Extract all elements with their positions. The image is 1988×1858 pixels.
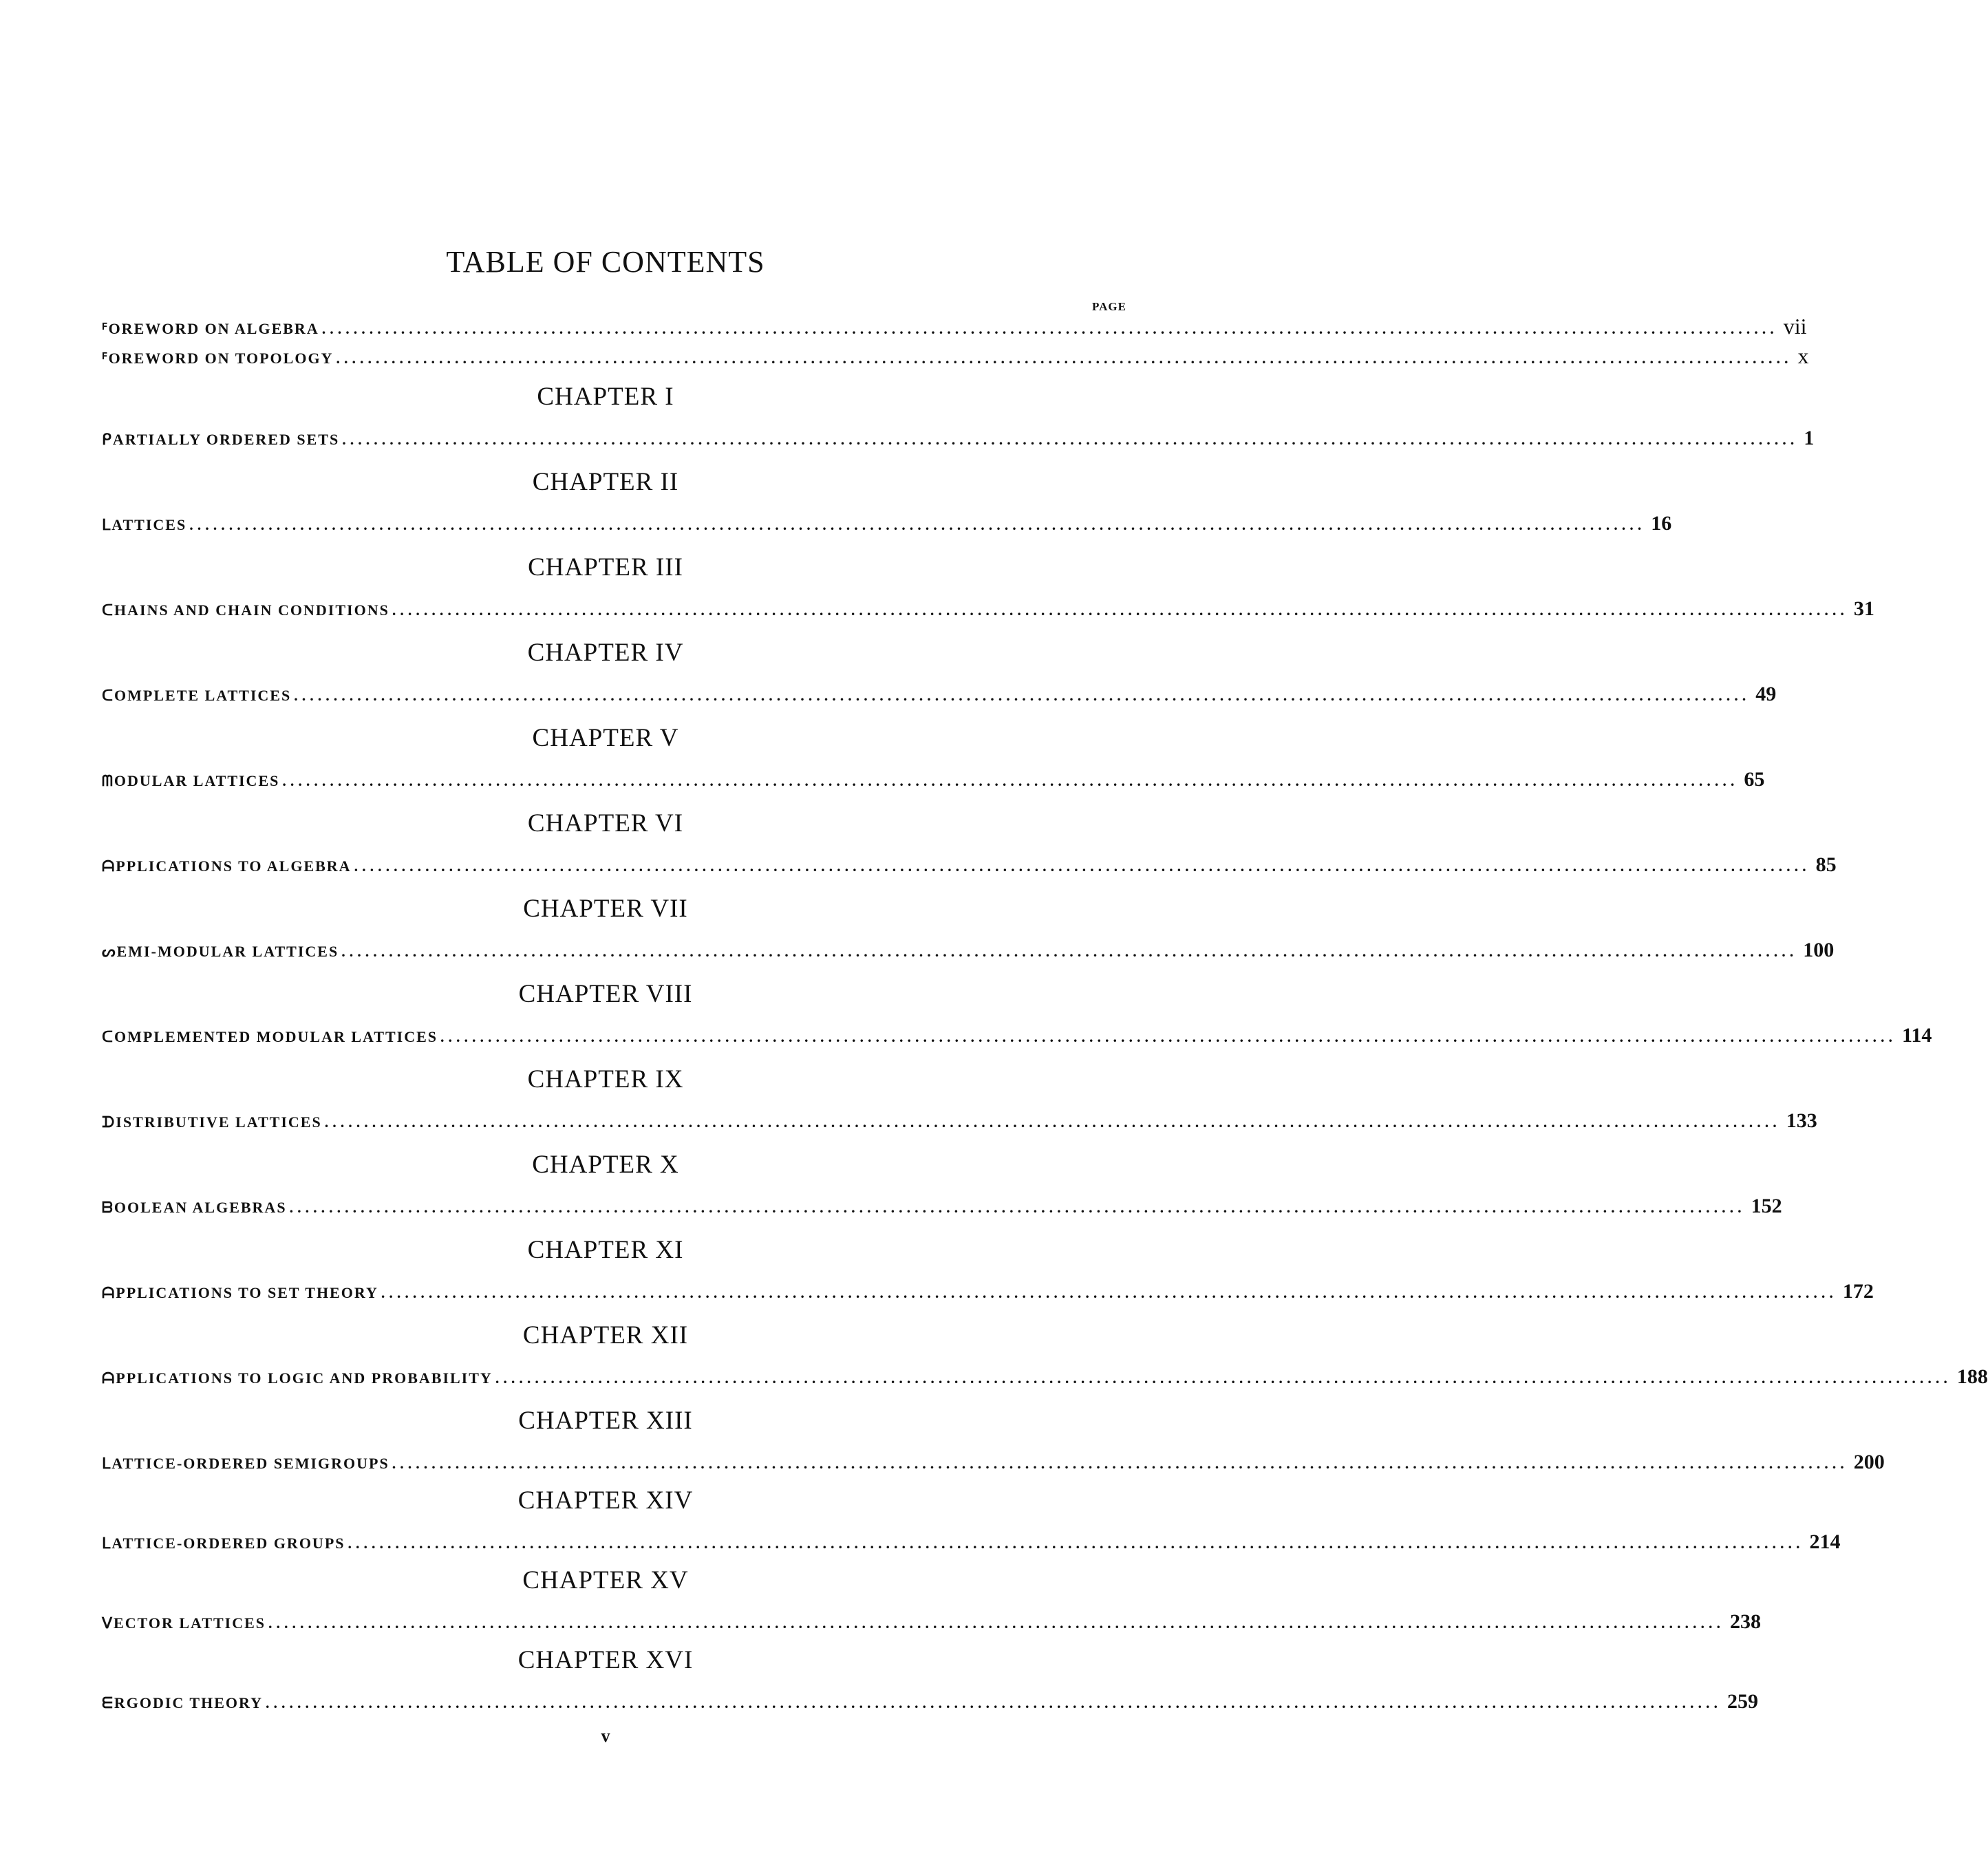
chapter-heading-13: CHAPTER XIII xyxy=(518,1407,693,1435)
toc-entry-page: 133 xyxy=(1786,1109,1817,1132)
toc-entry-chapter-6[interactable] xyxy=(102,853,1837,877)
toc-entry-label: ꟳOREWORD ON ALGEBRA xyxy=(102,320,319,337)
toc-entry-page: 65 xyxy=(1744,768,1765,791)
toc-entry-chapter-8[interactable] xyxy=(102,1024,1932,1047)
chapter-heading-12: CHAPTER XII xyxy=(522,1321,689,1349)
chapter-heading-9: CHAPTER IX xyxy=(527,1065,684,1093)
chapter-heading-1: CHAPTER I xyxy=(537,383,674,411)
leader-dots: ........................................................................................................................................................................................ xyxy=(282,772,1739,789)
toc-entry-page: 100 xyxy=(1803,939,1835,961)
toc-entry-chapter-11[interactable] xyxy=(102,1280,1874,1303)
toc-entry-chapter-4[interactable] xyxy=(102,683,1777,706)
toc-entry-chapter-7[interactable] xyxy=(102,939,1835,962)
toc-entry-chapter-9[interactable] xyxy=(102,1109,1817,1133)
toc-entry-page: 259 xyxy=(1727,1690,1759,1713)
toc-entry-chapter-10[interactable] xyxy=(102,1195,1782,1218)
toc-entry-page: vii xyxy=(1783,314,1807,339)
toc-entry-chapter-15[interactable] xyxy=(102,1610,1762,1634)
chapter-heading-6: CHAPTER VI xyxy=(527,809,684,837)
page-folio: v xyxy=(601,1726,610,1746)
toc-entry-label: ᗷOOLEAN ALGEBRAS xyxy=(102,1199,287,1216)
toc-entry-label: ᑕOMPLETE LATTICES xyxy=(102,687,292,704)
toc-entry-chapter-14[interactable] xyxy=(102,1530,1841,1554)
toc-entry-label: ᗴRGODIC THEORY xyxy=(102,1694,264,1711)
leader-dots: ........................................................................................................................................................................................ xyxy=(381,1284,1837,1301)
chapter-heading-16: CHAPTER XVI xyxy=(517,1646,694,1674)
toc-entry-label: ᑕHAINS AND CHAIN CONDITIONS xyxy=(102,601,389,619)
toc-entry-label: ᗩPPLICATIONS TO LOGIC AND PROBABILITY xyxy=(102,1369,493,1387)
toc-entry-page: 16 xyxy=(1651,512,1672,535)
toc-entry-chapter-12[interactable] xyxy=(102,1365,1988,1389)
page-column-label: PAGE xyxy=(1092,300,1126,313)
toc-entry-label: ᒪATTICES xyxy=(102,516,187,533)
toc-entry-page: 49 xyxy=(1755,683,1777,705)
toc-entry-page: 200 xyxy=(1853,1451,1885,1473)
toc-entry-chapter-13[interactable] xyxy=(102,1451,1885,1474)
toc-entry-foreword-topology[interactable] xyxy=(102,343,1809,369)
leader-dots: ........................................................................................................................................................................................ xyxy=(354,857,1810,875)
chapter-heading-14: CHAPTER XIV xyxy=(517,1486,694,1515)
leader-dots: ........................................................................................................................................................................................ xyxy=(392,1455,1848,1472)
toc-entry-page: 188 xyxy=(1956,1365,1988,1388)
leader-dots: ........................................................................................................................................................................................ xyxy=(348,1535,1804,1552)
page-title: TABLE OF CONTENTS xyxy=(446,245,765,279)
toc-entry-label: ᐯECTOR LATTICES xyxy=(102,1614,266,1632)
chapter-heading-15: CHAPTER XV xyxy=(522,1566,689,1594)
leader-dots: ........................................................................................................................................................................................ xyxy=(495,1369,1952,1387)
toc-entry-label: ᗩPPLICATIONS TO SET THEORY xyxy=(102,1284,378,1301)
chapter-heading-4: CHAPTER IV xyxy=(527,639,684,667)
toc-entry-label: ᗩPPLICATIONS TO ALGEBRA xyxy=(102,857,352,875)
toc-entry-page: x xyxy=(1797,343,1809,368)
chapter-heading-11: CHAPTER XI xyxy=(527,1236,684,1264)
leader-dots: ........................................................................................................................................................................................ xyxy=(289,1199,1746,1216)
leader-dots: ........................................................................................................................................................................................ xyxy=(341,943,1798,960)
leader-dots: ........................................................................................................................................................................................ xyxy=(189,516,1646,533)
leader-dots: ........................................................................................................................................................................................ xyxy=(294,687,1751,704)
toc-entry-label: ᒪATTICE-ORDERED GROUPS xyxy=(102,1535,345,1552)
toc-entry-foreword-algebra[interactable] xyxy=(102,314,1807,339)
toc-entry-page: 31 xyxy=(1853,597,1874,620)
toc-entry-label: ꟳOREWORD ON TOPOLOGY xyxy=(102,350,334,367)
leader-dots: ........................................................................................................................................................................................ xyxy=(266,1694,1722,1711)
chapter-heading-8: CHAPTER VIII xyxy=(518,980,693,1008)
toc-entry-page: 152 xyxy=(1751,1195,1782,1217)
leader-dots: ........................................................................................................................................................................................ xyxy=(440,1028,1897,1045)
leader-dots: ........................................................................................................................................................................................ xyxy=(268,1614,1725,1632)
toc-entry-chapter-16[interactable] xyxy=(102,1690,1759,1713)
toc-entry-chapter-5[interactable] xyxy=(102,768,1765,791)
toc-entry-chapter-3[interactable] xyxy=(102,597,1874,621)
toc-entry-label: ᗰODULAR LATTICES xyxy=(102,772,280,789)
toc-entry-page: 214 xyxy=(1809,1530,1841,1553)
chapter-heading-3: CHAPTER III xyxy=(528,553,683,581)
toc-entry-page: 1 xyxy=(1804,427,1815,449)
leader-dots: ........................................................................................................................................................................................ xyxy=(336,350,1793,367)
chapter-heading-10: CHAPTER X xyxy=(532,1151,679,1179)
toc-entry-label: ᒪATTICE-ORDERED SEMIGROUPS xyxy=(102,1455,389,1472)
toc-entry-label: ᑭARTIALLY ORDERED SETS xyxy=(102,431,340,448)
toc-entry-label: ᗪISTRIBUTIVE LATTICES xyxy=(102,1113,322,1131)
chapter-heading-2: CHAPTER II xyxy=(532,468,679,496)
toc-entry-label: ᔕEMI-MODULAR LATTICES xyxy=(102,943,339,960)
chapter-heading-7: CHAPTER VII xyxy=(523,895,688,923)
toc-entry-page: 172 xyxy=(1842,1280,1874,1303)
chapter-heading-5: CHAPTER V xyxy=(532,724,679,752)
leader-dots: ........................................................................................................................................................................................ xyxy=(324,1113,1781,1131)
toc-entry-page: 114 xyxy=(1902,1024,1932,1047)
toc-entry-label: ᑕOMPLEMENTED MODULAR LATTICES xyxy=(102,1028,438,1045)
leader-dots: ........................................................................................................................................................................................ xyxy=(342,431,1799,448)
leader-dots: ........................................................................................................................................................................................ xyxy=(321,320,1778,337)
leader-dots: ........................................................................................................................................................................................ xyxy=(392,601,1848,619)
toc-entry-page: 85 xyxy=(1815,853,1837,876)
toc-entry-chapter-2[interactable] xyxy=(102,512,1672,535)
toc-entry-chapter-1[interactable] xyxy=(102,427,1815,450)
toc-entry-page: 238 xyxy=(1730,1610,1762,1633)
